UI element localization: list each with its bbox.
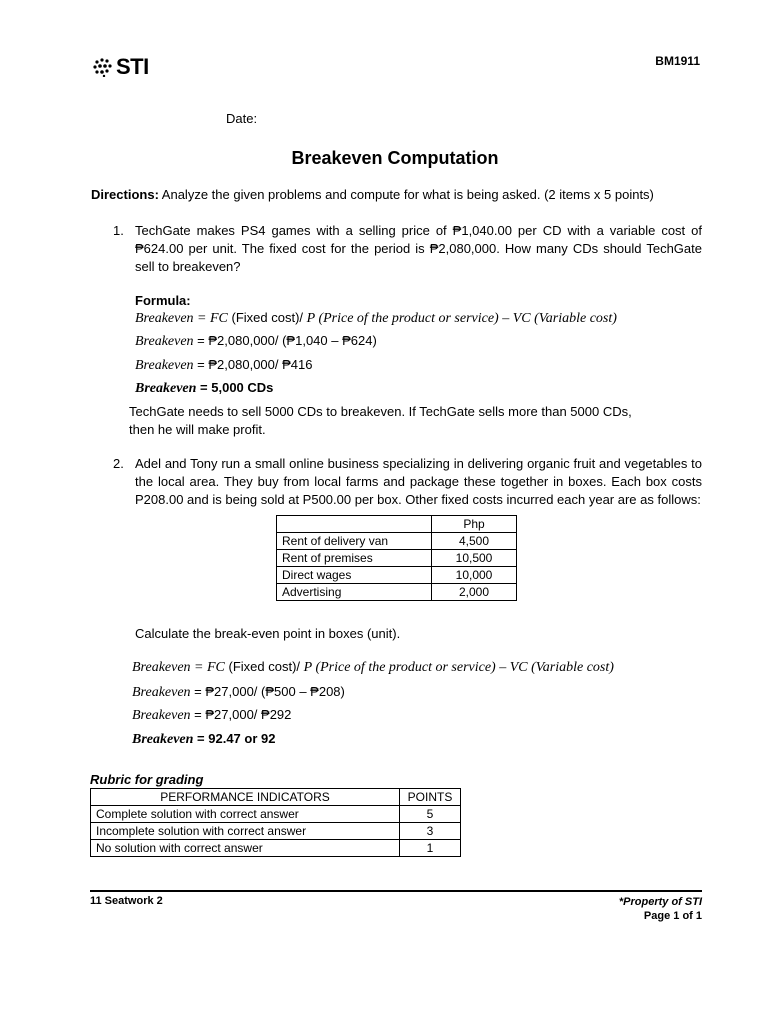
problem1-conclusion-line1: TechGate needs to sell 5000 CDs to breakeven. If TechGate sells more than 5000 CDs, [129,404,632,419]
rubric-header-points: POINTS [400,789,461,806]
problem2-text: Adel and Tony run a small online business specializing in delivering organic fruit and vegetables to the local area. They buy from local farms and package these together in boxes. Each box costs P208.00 and is being sold at P500.00 per box. Other fixed costs incurred each year are as follows: [135,456,702,507]
problem2-step2: Breakeven = ₱27,000/ ₱292 [132,707,292,723]
table-cell: 3 [400,823,461,840]
table-cell: Rent of premises [277,550,432,567]
table-cell: 4,500 [432,533,517,550]
problem2-question: Calculate the break-even point in boxes (unit). [135,626,401,641]
table-cell: Incomplete solution with correct answer [91,823,400,840]
footer-page-number: Page 1 of 1 [643,910,702,922]
directions-text: Analyze the given problems and compute for what is being asked. (2 items x 5 points) [158,187,654,202]
rubric-table [90,788,461,857]
sti-globe-icon [92,57,114,77]
problem1-conclusion-line2: then he will make profit. [129,422,266,437]
table-cell [277,516,432,533]
table-cell: Advertising [277,584,432,601]
problem1-step3: Breakeven = 5,000 CDs [135,380,274,396]
table-row [277,550,517,567]
problem2-step1: Breakeven = ₱27,000/ (₱500 – ₱208) [132,684,345,700]
table-cell: Rent of delivery van [277,533,432,550]
rubric-title: Rubric for grading [90,772,204,787]
problem2-formula: Breakeven = FC (Fixed cost)/ P (Price of the product or service) – VC (Variable cost) [132,659,614,675]
table-row [277,584,517,601]
problem1-step1: Breakeven = ₱2,080,000/ (₱1,040 – ₱624) [135,333,377,349]
table-row [277,516,517,533]
footer-divider [90,890,702,892]
problem2-step3: Breakeven = 92.47 or 92 [132,731,276,747]
table-cell: 10,500 [432,550,517,567]
table-cell: Complete solution with correct answer [91,806,400,823]
table-row [91,806,461,823]
date-label: Date: [226,111,258,126]
table-cell: 10,000 [432,567,517,584]
table-header-php: Php [432,516,517,533]
footer-left: 11 Seatwork 2 [90,895,163,907]
fixed-costs-table [276,515,517,601]
table-cell: 1 [400,840,461,857]
problem1-number: 1. [113,223,124,238]
footer-right [619,895,702,923]
table-cell: 5 [400,806,461,823]
table-cell: Direct wages [277,567,432,584]
rubric-header-indicators: PERFORMANCE INDICATORS [91,789,400,806]
problem1-formula: Breakeven = FC (Fixed cost)/ P (Price of the product or service) – VC (Variable cost) [135,310,617,326]
table-row [91,840,461,857]
problem1-step2: Breakeven = ₱2,080,000/ ₱416 [135,357,313,373]
table-row [277,533,517,550]
sti-logo [92,54,149,80]
table-cell: 2,000 [432,584,517,601]
problem2-number: 2. [113,456,124,471]
directions-label: Directions: [91,187,159,202]
logo-text: STI [116,54,149,79]
footer-property: *Property of STI [618,896,702,908]
document-code: BM1911 [655,54,700,68]
problem1-text: TechGate makes PS4 games with a selling price of ₱1,040.00 per CD with a variable cost of ₱624.00 per unit. The fixed cost for the period is ₱2,080,000. How many CDs should TechGate sell to breakeven? [135,223,702,274]
table-row [277,567,517,584]
table-cell: No solution with correct answer [91,840,400,857]
table-row [91,823,461,840]
table-row [91,789,461,806]
problem1-formula-label: Formula: [135,293,191,308]
directions [91,187,654,202]
page-title: Breakeven Computation [291,148,499,168]
